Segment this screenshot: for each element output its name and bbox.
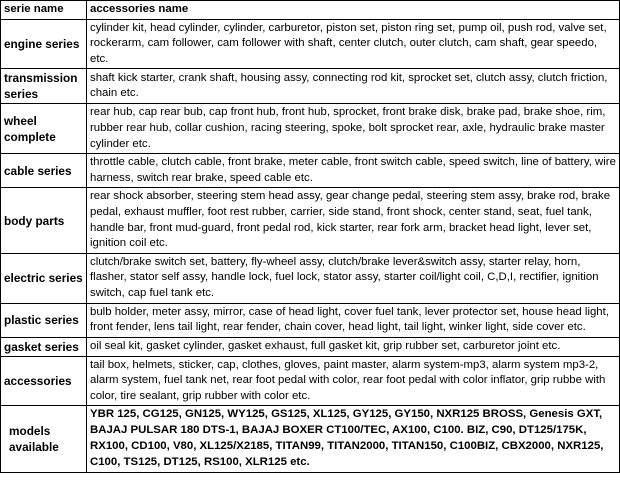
serie-name-cell: body parts <box>1 188 87 253</box>
accessories-cell: rear shock absorber, steering stem head assy, gear change pedal, steering stem assy, brake rod, brake pedal, exhaust muffler, foot rest rubber, carrier, side stand, front shock, center stand, seat, fuel tank, handle bar, front mud-guard, front pedal rod, kick starter, rear fork arm, bracket head light, lever set, ignition coil etc. <box>87 188 620 253</box>
header-accessories-name: accessories name <box>87 1 620 20</box>
serie-name-cell: electric series <box>1 253 87 303</box>
models-available-label: models available <box>1 406 87 472</box>
serie-name-cell: engine series <box>1 19 87 69</box>
table-row <box>1 154 620 188</box>
serie-name-cell: accessories <box>1 356 87 406</box>
accessories-cell: throttle cable, clutch cable, front brake, meter cable, front switch cable, speed switch, line of battery, wire harness, switch rear brake, speed cable etc. <box>87 154 620 188</box>
accessories-cell: rear hub, cap rear bub, cap front hub, front hub, sprocket, front brake disk, brake pad, brake shoe, rim, rubber rear hub, collar cushion, racing steering, spoke, bolt sprocket rear, axle, hydraulic brake master cylinder etc. <box>87 104 620 154</box>
header-serie-name: serie name <box>1 1 87 20</box>
table-row <box>1 356 620 406</box>
serie-name-cell: plastic series <box>1 303 87 337</box>
accessories-cell: clutch/brake switch set, battery, fly-wheel assy, clutch/brake lever&switch assy, starter relay, horn, flasher, stator self assy, handle lock, fuel lock, stator assy, starter coil/light coil, C,D,I, rectifier, ignition switch, cap fuel tank etc. <box>87 253 620 303</box>
table-row <box>1 19 620 69</box>
models-row <box>1 406 620 472</box>
accessories-cell: oil seal kit, gasket cylinder, gasket exhaust, full gasket kit, grip rubber set, carburetor joint etc. <box>87 337 620 356</box>
header-row <box>1 1 620 20</box>
table-row <box>1 303 620 337</box>
serie-name-cell: gasket series <box>1 337 87 356</box>
table-row <box>1 69 620 104</box>
serie-name-cell: transmission series <box>1 69 87 104</box>
serie-name-cell: cable series <box>1 154 87 188</box>
serie-name-cell: wheel complete <box>1 104 87 154</box>
table-row <box>1 104 620 154</box>
accessories-cell: cylinder kit, head cylinder, cylinder, carburetor, piston set, piston ring set, pump oil, push rod, valve set, rockerarm, cam follower, cam follower with shaft, center clutch, outer clutch, cam shaft, gear speedo, etc. <box>87 19 620 69</box>
accessories-cell: shaft kick starter, crank shaft, housing assy, connecting rod kit, sprocket set, clutch assy, clutch friction, chain etc. <box>87 69 620 104</box>
accessories-cell: bulb holder, meter assy, mirror, case of head light, cover fuel tank, lever protector set, house head light, front fender, lens tail light, rear fender, chain cover, head light, tail light, winker light, side cover etc. <box>87 303 620 337</box>
models-list-cell: YBR 125, CG125, GN125, WY125, GS125, XL125, GY125, GY150, NXR125 BROSS, Genesis GXT, BAJAJ PULSAR 180 DTS-1, BAJAJ BOXER CT100/TEC, AX100, C100. BIZ, C90, DT125/175K, RX100, CD100, V80, XL125/X2185, TITAN99, TITAN2000, TITAN150, C100BIZ, CBX2000, NXR125, C100, TS125, DT125, RS100, XLR125 etc. <box>87 406 620 472</box>
accessories-cell: tail box, helmets, sticker, cap, clothes, gloves, paint master, alarm system-mp3, alarm system mp3-2, alarm system, fuel tank net, rear foot pedal with color, rear foot pedal with color inflator, grip rubbe with color, tire sealant, grip rubber with color etc. <box>87 356 620 406</box>
table-row <box>1 188 620 253</box>
table-row <box>1 337 620 356</box>
table-row <box>1 253 620 303</box>
